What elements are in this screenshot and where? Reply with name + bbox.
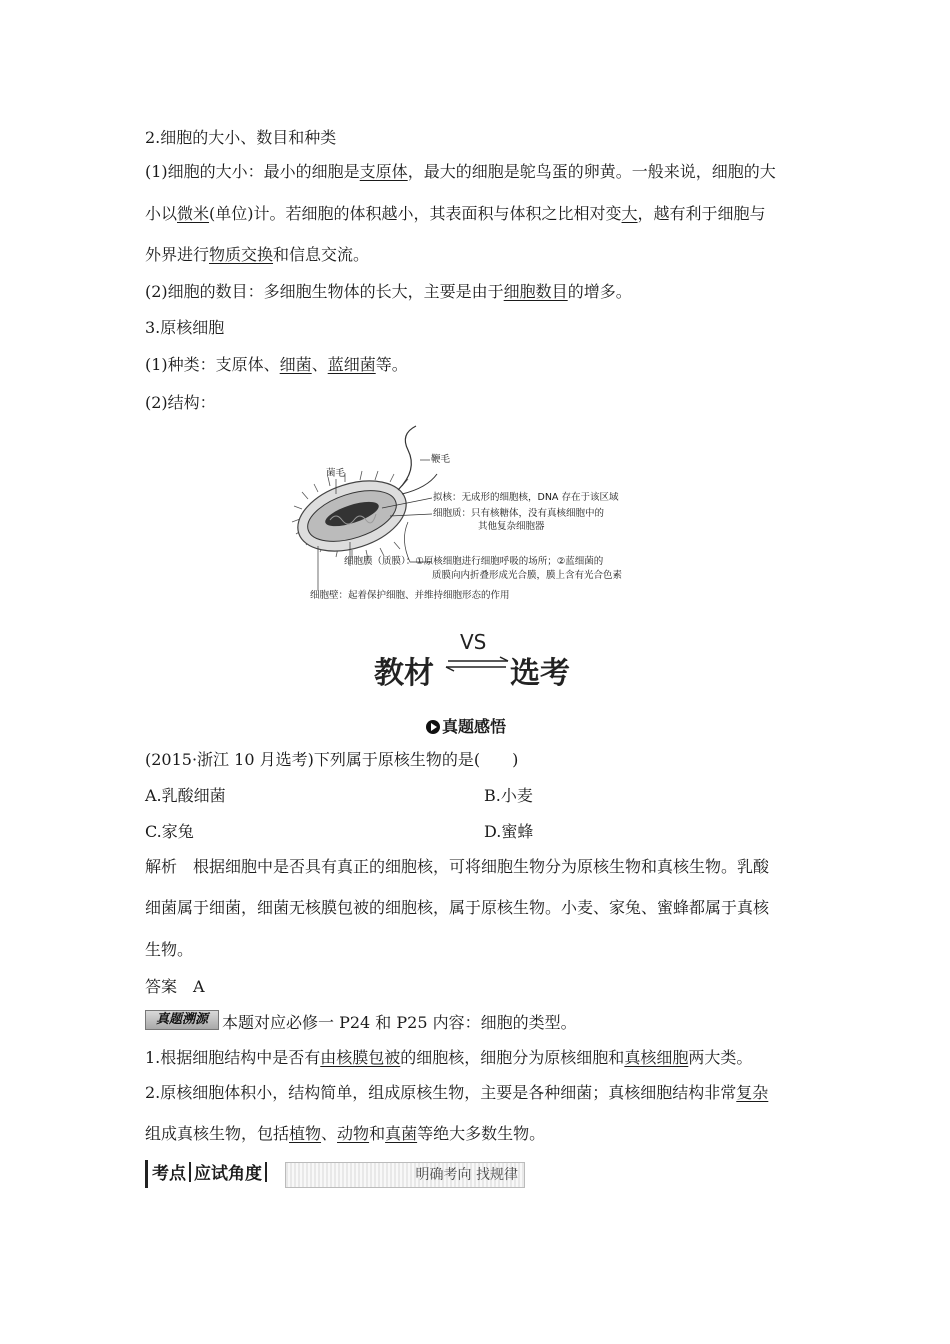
exam-point-bar	[145, 1160, 525, 1188]
trace-point-1: 1.根据细胞结构中是否有由核膜包被的细胞核，细胞分为原核细胞和真核细胞两大类。	[145, 1048, 753, 1067]
label-nucleoid: 拟核：无成形的细胞核，DNA 存在于该区域	[433, 492, 619, 503]
label-membrane-1: 细胞膜（质膜）：①原核细胞进行细胞呼吸的场所；②蓝细菌的	[344, 556, 604, 567]
section-3-heading: 3.原核细胞	[145, 318, 225, 337]
zhenti-heading: 真题感悟	[426, 714, 506, 737]
textbook-vs-exam-banner	[370, 630, 590, 690]
trace-text: 本题对应必修一 P24 和 P25 内容：细胞的类型。	[222, 1013, 577, 1032]
cell-size-line-3: 外界进行物质交换和信息交流。	[145, 245, 370, 264]
cell-size-line-1: (1)细胞的大小：最小的细胞是支原体，最大的细胞是鸵鸟蛋的卵黄。一般来说，细胞的大	[145, 162, 776, 181]
trace-point-2: 2.原核细胞体积小，结构简单，组成原核生物，主要是各种细菌；真核细胞结构非常复杂	[145, 1083, 769, 1102]
question-text: (2015·浙江 10 月选考)下列属于原核生物的是( )	[145, 750, 519, 769]
answer-line: 答案 A	[145, 977, 205, 996]
play-bullet-icon	[426, 720, 440, 734]
label-pili: 菌毛	[326, 468, 346, 479]
option-b: B.小麦	[484, 786, 533, 805]
option-c: C.家兔	[145, 822, 194, 841]
label-cytoplasm-1: 细胞质：只有核糖体，没有真核细胞中的	[433, 508, 605, 519]
bacterium-structure-diagram	[290, 424, 680, 604]
exam-point-title: 考点 应试角度	[145, 1160, 270, 1188]
trace-point-2-cont: 组成真核生物，包括植物、动物和真菌等绝大多数生物。	[145, 1124, 546, 1143]
section-2-heading: 2.细胞的大小、数目和种类	[145, 128, 337, 147]
option-d: D.蜜蜂	[484, 822, 534, 841]
prokaryote-kinds-line: (1)种类：支原体、细菌、蓝细菌等。	[145, 355, 408, 374]
prokaryote-structure-label: (2)结构：	[145, 393, 216, 412]
option-a: A.乳酸细菌	[145, 786, 226, 805]
analysis-line-2: 细菌属于细菌，细菌无核膜包被的细胞核，属于原核生物。小麦、家兔、蜜蜂都属于真核	[145, 898, 770, 917]
analysis-line-3: 生物。	[145, 940, 194, 959]
double-arrow-icon	[442, 656, 512, 672]
banner-left-word: 教材	[374, 656, 434, 691]
cell-number-line: (2)细胞的数目：多细胞生物体的长大，主要是由于细胞数目的增多。	[145, 282, 632, 301]
zhenti-trace-tag: 真题溯源	[145, 1010, 219, 1030]
banner-right-word: 选考	[510, 656, 570, 691]
label-membrane-2: 质膜向内折叠形成光合膜，膜上含有光合色素	[432, 570, 623, 581]
analysis-line-1: 解析 根据细胞中是否具有真正的细胞核，可将细胞生物分为原核生物和真核生物。乳酸	[145, 857, 770, 876]
label-flagellum: 鞭毛	[431, 454, 451, 465]
exam-point-subtitle: 明确考向 找规律	[285, 1162, 525, 1188]
label-cell-wall: 细胞壁：起着保护细胞、并维持细胞形态的作用	[310, 590, 510, 601]
label-cytoplasm-2: 其他复杂细胞器	[478, 521, 545, 532]
cell-size-line-2: 小以微米(单位)计。若细胞的体积越小，其表面积与体积之比相对变大，越有利于细胞与	[145, 204, 766, 223]
banner-vs: VS	[460, 630, 487, 654]
